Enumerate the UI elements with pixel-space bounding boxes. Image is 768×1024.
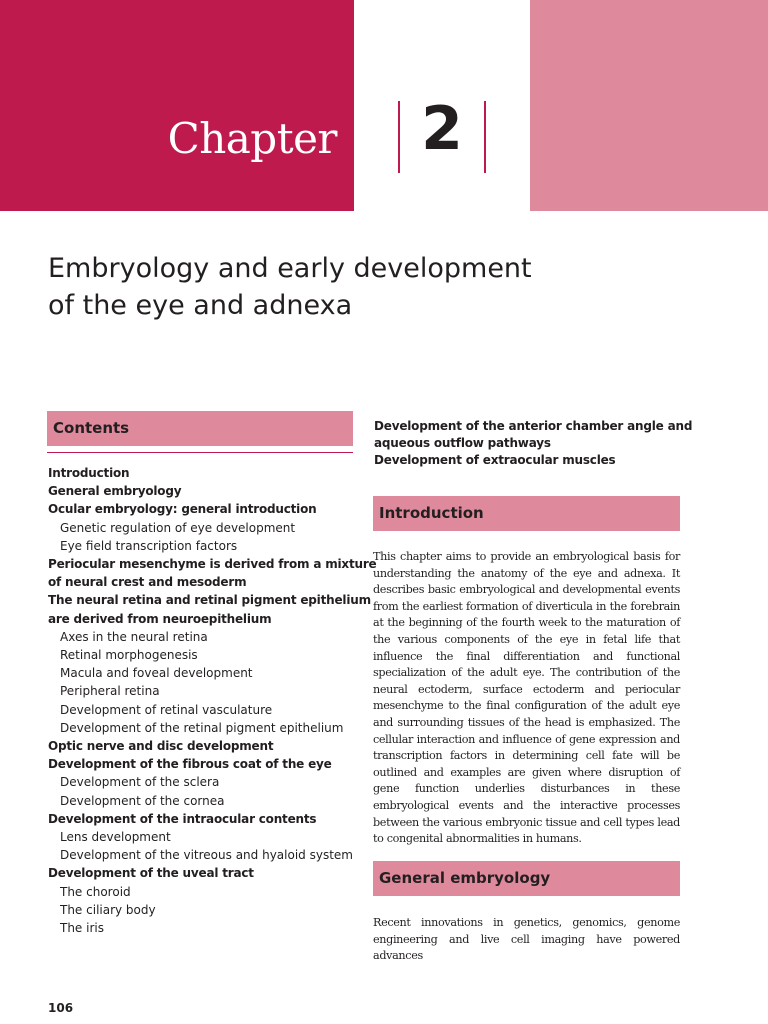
contents-item: Retinal morphogenesis — [60, 648, 198, 663]
contents-list-continued — [374, 418, 694, 469]
contents-item: Development of the fibrous coat of the eye — [48, 757, 332, 772]
contents-list — [48, 464, 377, 937]
contents-item: of neural crest and mesoderm — [48, 575, 247, 590]
chapter-title-line-1: Embryology and early development — [48, 253, 532, 284]
contents-item: Development of the cornea — [60, 793, 225, 808]
chapter-number-right-bar — [484, 101, 486, 173]
contents-item: Axes in the neural retina — [60, 629, 208, 644]
contents-item: Development of the intraocular contents — [48, 811, 317, 826]
contents-item: Development of the sclera — [60, 775, 220, 790]
contents-item: aqueous outflow pathways — [374, 436, 551, 450]
page-number: 106 — [48, 1001, 74, 1015]
contents-item: Development of the uveal tract — [48, 866, 254, 881]
introduction-paragraph: This chapter aims to provide an embryological basis for understanding the anatomy of the eye and adnexa. It describes basic embryological and developmental events from the earliest formation of diverticula in the forebrain at the beginning of the fourth week to the maturation of the various components of the eye in fetal life that influence the final differentiation and functional specialization of the adult eye. The contribution of the neural ectoderm, surface ectoderm and periocular mesenchyme to the final configuration of the adult eye and surrounding tissues of the head is emphasized. The cellular interaction and influence of gene expression and transcription factors in determining cell fate will be outlined and examples are given where disruption of gene function underlies disturbances in these embryological events and the interactive processes between the various embryonic tissue and cell types lead to congenital abnormalities in humans. — [373, 550, 680, 846]
contents-item: Peripheral retina — [60, 684, 160, 699]
general-embryology-heading: General embryology — [373, 861, 680, 896]
contents-item: General embryology — [48, 484, 182, 499]
contents-item: Lens development — [60, 830, 171, 845]
contents-item: Optic nerve and disc development — [48, 739, 274, 754]
contents-item: The iris — [60, 921, 104, 936]
contents-item: Development of the vitreous and hyaloid system — [60, 848, 353, 863]
chapter-banner-light — [530, 0, 768, 211]
chapter-title — [48, 250, 608, 324]
chapter-label: Chapter — [167, 114, 337, 163]
introduction-heading: Introduction — [373, 496, 680, 531]
chapter-number: 2 — [421, 94, 463, 164]
chapter-number-left-bar — [398, 101, 400, 173]
chapter-title-line-2: of the eye and adnexa — [48, 290, 353, 321]
contents-item: Macula and foveal development — [60, 666, 253, 681]
contents-item: Genetic regulation of eye development — [60, 520, 296, 535]
contents-item: Development of the anterior chamber angle and — [374, 419, 693, 433]
contents-item: Development of the retinal pigment epithelium — [60, 720, 344, 735]
contents-heading: Contents — [47, 411, 353, 446]
contents-divider — [47, 452, 353, 453]
contents-item: The neural retina and retinal pigment epithelium — [48, 593, 371, 608]
contents-item: Introduction — [48, 466, 130, 480]
contents-item: Periocular mesenchyme is derived from a mixture — [48, 557, 377, 572]
contents-item: Development of extraocular muscles — [374, 453, 616, 467]
contents-item: The ciliary body — [60, 902, 156, 917]
contents-item: Development of retinal vasculature — [60, 702, 273, 717]
contents-item: Eye field transcription factors — [60, 538, 238, 553]
contents-item: are derived from neuroepithelium — [48, 611, 272, 626]
general-embryology-paragraph: Recent innovations in genetics, genomics, genome engineering and live cell imaging have powered advances — [373, 916, 680, 963]
contents-item: Ocular embryology: general introduction — [48, 502, 317, 517]
chapter-banner-dark — [0, 0, 354, 211]
contents-item: The choroid — [60, 884, 131, 899]
